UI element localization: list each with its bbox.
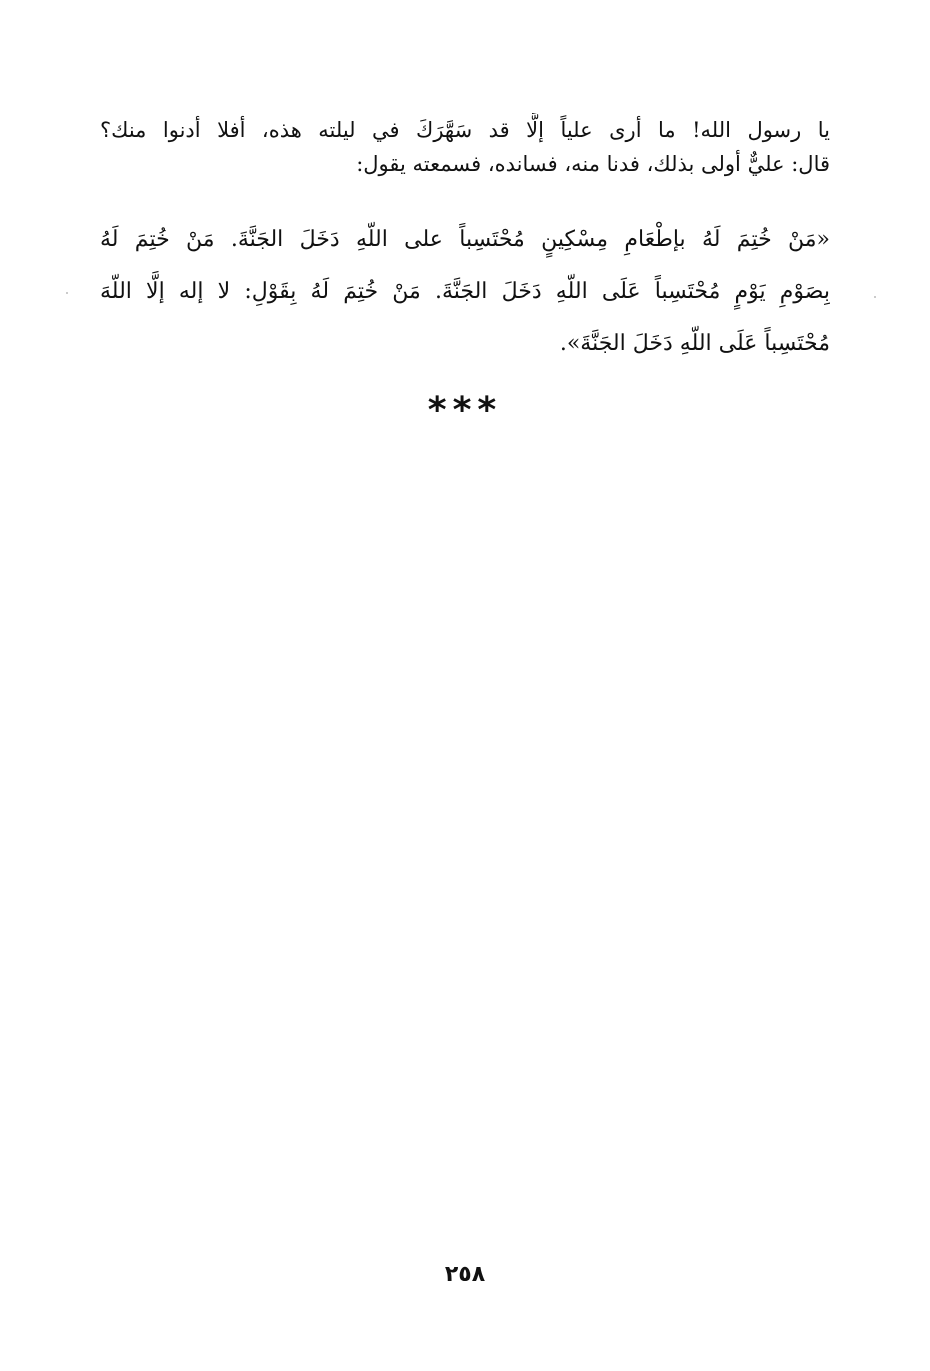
hadith-line-1: «مَنْ خُتِمَ لَهُ بإطْعَامِ مِسْكِينٍ مُحْتَسِباً على اللّهِ دَخَلَ الجَنَّةَ. مَنْ خُتِمَ لَهُ [100, 227, 830, 252]
section-separator: *** [427, 390, 503, 431]
page-number: ٢٥٨ [444, 1262, 486, 1287]
hadith-quote [100, 214, 830, 370]
narration-line-1: يا رسول الله! ما أرى علياً إلَّا قد سَهَّرَكَ في ليلته هذه، أفلا أدنوا منك؟ [100, 118, 830, 142]
hadith-line-3: مُحْتَسِباً عَلَى اللّهِ دَخَلَ الجَنَّةَ». [559, 331, 830, 356]
narration-paragraph [100, 113, 830, 181]
scan-speck [874, 296, 876, 298]
hadith-line-2: بِصَوْمِ يَوْمٍ مُحْتَسِباً عَلَى اللّهِ دَخَلَ الجَنَّةَ. مَنْ خُتِمَ لَهُ بِقَوْلِ: لا إله إلَّا اللّهَ [100, 279, 830, 304]
scan-speck [66, 292, 68, 294]
narration-line-2: قال: عليٌّ أولى بذلك، فدنا منه، فسانده، فسمعته يقول: [356, 152, 830, 176]
